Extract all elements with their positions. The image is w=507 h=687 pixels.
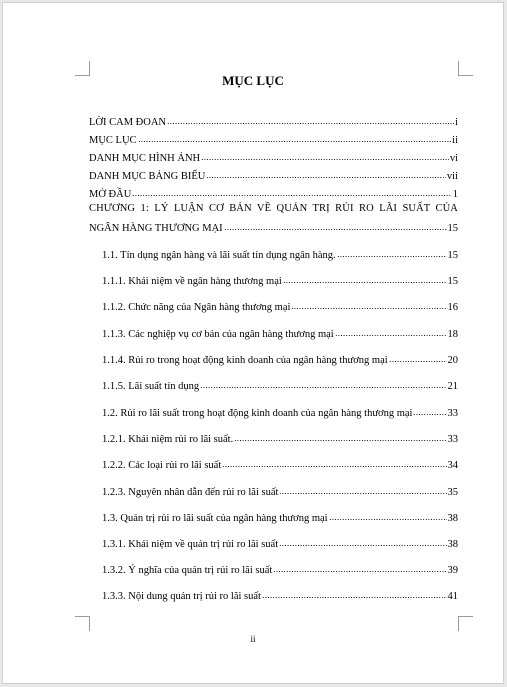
toc-entry-label: 1.1.5. Lãi suất tín dụng xyxy=(102,381,200,392)
dot-leader xyxy=(337,254,447,258)
toc-entry-page: 15 xyxy=(447,276,458,287)
toc-chapter-1[interactable] xyxy=(89,222,458,235)
toc-entry-label: 1.1. Tín dụng ngân hàng và lãi suất tín dụng ngân hàng. xyxy=(102,250,336,261)
toc-entry[interactable] xyxy=(89,116,458,129)
toc-entry-label: 1.2.3. Nguyên nhân dẫn đến rủi ro lãi suất xyxy=(102,487,279,498)
toc-entry[interactable] xyxy=(89,134,458,147)
toc-entry-label: 1.2.2. Các loại rủi ro lãi suất xyxy=(102,460,222,471)
toc-section[interactable] xyxy=(102,512,458,525)
toc-entry-label: 1.1.3. Các nghiệp vụ cơ bản của ngân hàng thương mại xyxy=(102,329,334,340)
crop-mark-bottom-right xyxy=(458,616,473,631)
dot-leader xyxy=(167,121,454,125)
toc-entry-page: 1 xyxy=(452,189,458,200)
toc-section[interactable] xyxy=(102,590,458,603)
toc-entry-label: 1.1.1. Khái niệm về ngân hàng thương mại xyxy=(102,276,282,287)
toc-entry-label: 1.3.3. Nội dung quản trị rủi ro lãi suất xyxy=(102,591,261,602)
toc-entry-label: 1.1.4. Rủi ro trong hoạt động kinh doanh của ngân hàng thương mại xyxy=(102,355,388,366)
toc-section[interactable] xyxy=(102,380,458,393)
toc-entry-label: DANH MỤC BẢNG BIỂU xyxy=(89,171,206,182)
toc-entry-page: 21 xyxy=(447,381,458,392)
toc-entry-page: vii xyxy=(446,171,458,182)
toc-entry-page: 18 xyxy=(447,329,458,340)
toc-entry[interactable] xyxy=(89,152,458,165)
dot-leader xyxy=(224,227,447,231)
crop-mark-bottom-left xyxy=(75,616,90,631)
toc-entry-page: 34 xyxy=(447,460,458,471)
toc-entry-page: 38 xyxy=(447,539,458,550)
toc-entry-page: 38 xyxy=(447,513,458,524)
toc-entry-page: 35 xyxy=(447,487,458,498)
dot-leader xyxy=(138,139,452,143)
dot-leader xyxy=(389,359,447,363)
document-page xyxy=(3,3,503,683)
toc-section[interactable] xyxy=(102,538,458,551)
toc-entry-page: 15 xyxy=(447,250,458,261)
dot-leader xyxy=(279,491,446,495)
toc-entry-page: i xyxy=(455,117,458,128)
toc-section[interactable] xyxy=(102,564,458,577)
toc-entry-page: 20 xyxy=(447,355,458,366)
toc-entry[interactable] xyxy=(89,170,458,183)
toc-entry-label: LỜI CAM ĐOAN xyxy=(89,117,166,128)
dot-leader xyxy=(283,280,447,284)
toc-entry-label: DANH MỤC HÌNH ẢNH xyxy=(89,153,201,164)
toc-section[interactable] xyxy=(102,433,458,446)
toc-section[interactable] xyxy=(102,301,458,314)
dot-leader xyxy=(222,464,446,468)
dot-leader xyxy=(335,333,447,337)
toc-entry-page: 33 xyxy=(447,434,458,445)
toc-entry-page: 39 xyxy=(447,565,458,576)
dot-leader xyxy=(291,306,446,310)
page-number: ii xyxy=(250,634,256,644)
toc-title: MỤC LỤC xyxy=(222,73,284,88)
toc-entry-page: 33 xyxy=(447,408,458,419)
toc-entry-label: 1.3. Quản trị rủi ro lãi suất của ngân hàng thương mại xyxy=(102,513,328,524)
dot-leader xyxy=(132,193,451,197)
toc-section[interactable] xyxy=(102,275,458,288)
toc-entry-page: 16 xyxy=(447,302,458,313)
toc-entry-label: 1.2. Rủi ro lãi suất trong hoạt động kinh doanh của ngân hàng thương mại xyxy=(102,408,413,419)
dot-leader xyxy=(234,438,446,442)
toc-entry[interactable] xyxy=(89,188,458,201)
toc-section[interactable] xyxy=(102,354,458,367)
toc-section[interactable] xyxy=(102,459,458,472)
toc-chapter-1-line-1[interactable]: CHƯƠNG 1: LÝ LUẬN CƠ BẢN VỀ QUẢN TRỊ RỦI RO LÃI SUẤT CỦA xyxy=(89,203,458,214)
toc-entry-label: 1.1.2. Chức năng của Ngân hàng thương mại xyxy=(102,302,291,313)
toc-entry-page: vi xyxy=(449,153,458,164)
dot-leader xyxy=(279,543,446,547)
dot-leader xyxy=(329,517,447,521)
toc-section[interactable] xyxy=(102,486,458,499)
toc-entry-label: 1.3.1. Khái niệm về quản trị rủi ro lãi suất xyxy=(102,539,279,550)
toc-section[interactable] xyxy=(102,249,458,262)
dot-leader xyxy=(200,385,446,389)
toc-entry-page: ii xyxy=(452,135,458,146)
dot-leader xyxy=(273,569,446,573)
toc-entry-page: 15 xyxy=(447,223,458,234)
toc-section[interactable] xyxy=(102,407,458,420)
toc-entry-label: MỞ ĐẦU xyxy=(89,189,132,200)
toc-entry-label: NGÂN HÀNG THƯƠNG MẠI xyxy=(89,223,223,234)
toc-section[interactable] xyxy=(102,328,458,341)
dot-leader xyxy=(413,412,446,416)
dot-leader xyxy=(206,175,446,179)
dot-leader xyxy=(201,157,449,161)
toc-entry-label: MỤC LỤC xyxy=(89,135,137,146)
toc-entry-label: 1.2.1. Khái niệm rủi ro lãi suất. xyxy=(102,434,234,445)
toc-entry-page: 41 xyxy=(447,591,458,602)
dot-leader xyxy=(262,595,447,599)
toc-entry-label: 1.3.2. Ý nghĩa của quản trị rủi ro lãi suất xyxy=(102,565,273,576)
